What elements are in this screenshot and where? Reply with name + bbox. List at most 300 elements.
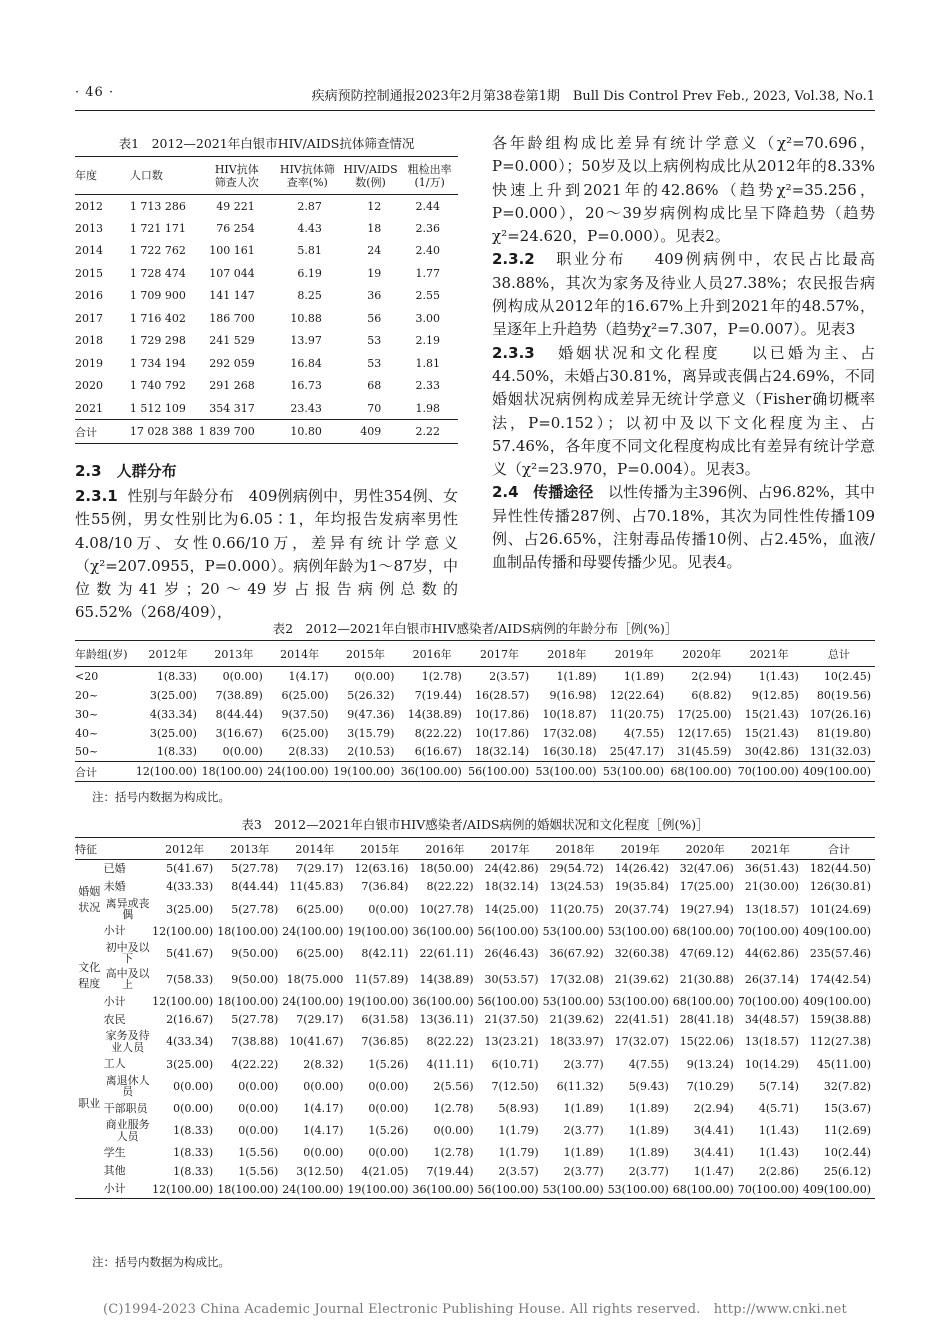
table3-group-label: 职业 bbox=[78, 1097, 101, 1111]
table3-cell: 1(1.43) bbox=[758, 1146, 799, 1160]
table3-cell: 53(100.00) bbox=[607, 924, 669, 938]
table3-cell: 36(51.43) bbox=[744, 862, 799, 876]
table3-header-cell: 2020年 bbox=[685, 842, 725, 856]
table3-cell: 18(75.000 bbox=[286, 972, 344, 986]
table3-cell: 5(8.93) bbox=[498, 1101, 539, 1115]
table3-cell: 1(4.17) bbox=[303, 1101, 344, 1115]
table2-cell: 7(38.89) bbox=[215, 688, 263, 702]
table3-cell: 34(48.57) bbox=[744, 1013, 799, 1027]
table2-header-cell: 2018年 bbox=[547, 647, 587, 661]
table2-row bbox=[75, 705, 875, 724]
table3-cell: 1(5.56) bbox=[238, 1146, 279, 1160]
table3-row bbox=[75, 1099, 875, 1117]
table1-cell: 2012 bbox=[75, 199, 103, 213]
table1-cell: 1 740 792 bbox=[129, 379, 186, 393]
table2-cell: 1(4.17) bbox=[288, 669, 329, 683]
table2-cell: 31(45.59) bbox=[677, 745, 732, 759]
paragraph-continued: 各年龄组构成比差异有统计学意义（χ²=70.696，P=0.000）；50岁及以上病例构成比从2012年的8.33%快速上升到2021年的42.86%（趋势χ²=35.256，P=0.000），20～39岁病例构成比呈下降趋势（趋势χ²=24.620，P=0.000）。见表2。 bbox=[492, 134, 875, 246]
table1-header-cell: HIV抗体筛查率(%) bbox=[279, 162, 335, 189]
table3-cell: 19(27.94) bbox=[679, 902, 734, 916]
table1-header-cell: HIV/AIDS数(例) bbox=[343, 162, 398, 189]
table3-cell: 6(31.58) bbox=[361, 1013, 409, 1027]
table3-header-cell: 2021年 bbox=[750, 842, 790, 856]
table3-cell: 5(41.67) bbox=[166, 946, 214, 960]
table3-cell: 12(63.16) bbox=[354, 862, 409, 876]
table1-cell: 1 839 700 bbox=[198, 425, 255, 438]
table2-cell: 1(1.89) bbox=[623, 669, 664, 683]
table3-cell: 4(22.22) bbox=[231, 1057, 279, 1071]
table3-row bbox=[75, 878, 875, 896]
table3-cell: 24(100.00) bbox=[282, 1182, 344, 1196]
table1-cell: 3.00 bbox=[415, 311, 440, 325]
table3-cell: 11(45.83) bbox=[289, 880, 344, 894]
table3-cell: 409(100.00) bbox=[802, 1182, 871, 1196]
table3-cell: 174(42.54) bbox=[809, 972, 871, 986]
table1-cell: 354 317 bbox=[209, 401, 255, 415]
table2-header-cell: 2021年 bbox=[749, 647, 789, 661]
table3-cell: 4(5.71) bbox=[758, 1101, 799, 1115]
table3-cell: 10(27.78) bbox=[419, 902, 474, 916]
table3-cell: 70(100.00) bbox=[737, 995, 799, 1009]
table1-cell: 186 700 bbox=[209, 311, 255, 325]
table3-cell: 1(1.89) bbox=[563, 1101, 604, 1115]
table1-row bbox=[75, 330, 458, 353]
table1-cell: 18 bbox=[367, 221, 382, 235]
table3-header-row bbox=[75, 838, 875, 860]
table3-cell: 21(37.50) bbox=[484, 1013, 539, 1027]
table3-cell: 2(3.77) bbox=[628, 1164, 669, 1178]
table3-cell: 2(3.57) bbox=[498, 1164, 539, 1178]
table3-row bbox=[75, 1180, 875, 1198]
table2-cell: 30~ bbox=[75, 707, 99, 721]
table3-cell: 0(0.00) bbox=[368, 1146, 409, 1160]
table3-cell: 13(36.11) bbox=[419, 1013, 474, 1027]
table2-cell: 19(100.00) bbox=[333, 765, 395, 778]
table3-cell: 14(25.00) bbox=[484, 902, 539, 916]
table1-cell: 2013 bbox=[75, 221, 103, 235]
table1-row bbox=[75, 195, 458, 218]
table2-cell: 10(2.45) bbox=[823, 669, 871, 683]
table2-cell: 2(8.33) bbox=[288, 745, 329, 759]
table3-cell: 112(27.38) bbox=[809, 1035, 871, 1049]
copyright-footer: (C)1994-2023 China Academic Journal Electronic Publishing House. All rights reserved. http://www.cnki.net bbox=[103, 1302, 847, 1317]
table2-cell: 56(100.00) bbox=[468, 765, 530, 778]
table3-cell: 18(100.00) bbox=[217, 1182, 279, 1196]
table3-cell: 6(25.00) bbox=[296, 946, 344, 960]
table3-row bbox=[75, 992, 875, 1010]
table2-header-cell: 2017年 bbox=[479, 647, 519, 661]
table3-cell: 1(8.33) bbox=[173, 1146, 214, 1160]
table3-cell: 1(4.17) bbox=[303, 1124, 344, 1138]
table1-cell: 1 734 194 bbox=[129, 356, 186, 370]
table2-cell: 131(32.03) bbox=[809, 745, 871, 759]
table3-cell: 7(10.29) bbox=[686, 1079, 734, 1093]
table3-cell: 0(0.00) bbox=[368, 1079, 409, 1093]
table3-cell: 3(25.00) bbox=[166, 1057, 214, 1071]
table3-cell: 17(32.07) bbox=[614, 1035, 669, 1049]
table3-cell: 13(18.57) bbox=[744, 1035, 799, 1049]
table3-cell: 22(61.11) bbox=[419, 946, 474, 960]
table3-row bbox=[75, 922, 875, 940]
table3-cell: 8(22.22) bbox=[426, 1035, 474, 1049]
table3-cell: 36(67.92) bbox=[549, 946, 604, 960]
table3-cell: 13(18.57) bbox=[744, 902, 799, 916]
table3-cell: 32(60.38) bbox=[614, 946, 669, 960]
table1-cell: 2015 bbox=[75, 266, 103, 280]
table3-cell: 1(8.33) bbox=[173, 1124, 214, 1138]
table1-cell: 1 716 402 bbox=[129, 311, 186, 325]
table3-cell: 182(44.50) bbox=[809, 862, 871, 876]
table3-cell: 6(11.32) bbox=[556, 1079, 604, 1093]
table3-cell: 8(44.44) bbox=[231, 880, 279, 894]
table3-cell: 7(12.50) bbox=[491, 1079, 539, 1093]
table1-cell: 1.98 bbox=[415, 401, 440, 415]
table3-cell: 13(23.21) bbox=[484, 1035, 539, 1049]
table3-cell: 11(20.75) bbox=[549, 902, 604, 916]
table3-cell: 409(100.00) bbox=[802, 995, 871, 1009]
table3-cell: 26(37.14) bbox=[744, 972, 799, 986]
table2-total-row bbox=[75, 762, 875, 782]
table3-row-label: 未婚 bbox=[103, 880, 126, 894]
table2-cell: 7(19.44) bbox=[414, 688, 462, 702]
table3-cell: 70(100.00) bbox=[737, 924, 799, 938]
table2-cell: 16(30.18) bbox=[542, 745, 597, 759]
table3-cell: 1(1.47) bbox=[693, 1164, 734, 1178]
table1-row bbox=[75, 217, 458, 240]
table3-cell: 2(3.77) bbox=[563, 1164, 604, 1178]
table1-cell: 10.80 bbox=[290, 425, 322, 438]
table1-cell: 4.43 bbox=[297, 221, 322, 235]
table3-cell: 1(2.78) bbox=[433, 1146, 474, 1160]
table2-cell: 6(16.67) bbox=[414, 745, 462, 759]
paragraph-2-4: 2.4 传播途径 以性传播为主396例、占96.82%，其中异性性传播287例、占70.18%，其次为同性性传播109例、占26.65%，注射毒品传播10例、占2.45%，血液/血制品传播和母婴传播少见。见表4。 bbox=[492, 483, 875, 572]
table3-cell: 53(100.00) bbox=[607, 1182, 669, 1196]
table1-cell: 5.81 bbox=[297, 244, 322, 258]
table2-cell: 15(21.43) bbox=[744, 726, 799, 740]
table3-cell: 1(5.26) bbox=[368, 1057, 409, 1071]
table3-cell: 53(100.00) bbox=[542, 1182, 604, 1196]
table3 bbox=[75, 837, 875, 1199]
table3-cell: 56(100.00) bbox=[477, 1182, 539, 1196]
table1-cell: 1 709 900 bbox=[129, 289, 186, 303]
table2-cell: 9(12.85) bbox=[751, 688, 799, 702]
table3-header-cell: 2017年 bbox=[490, 842, 530, 856]
table3-cell: 19(100.00) bbox=[347, 924, 409, 938]
table3-cell: 30(53.57) bbox=[484, 972, 539, 986]
table3-cell: 1(2.78) bbox=[433, 1101, 474, 1115]
table3-row bbox=[75, 966, 875, 992]
table3-cell: 1(8.33) bbox=[173, 1164, 214, 1178]
table1-cell: 100 161 bbox=[209, 244, 255, 258]
paragraph-2-3-1: 2.3.1 性别与年龄分布 409例病例中，男性354例、女性55例，男女性别比为6.05∶1，年均报告发病率男性4.08/10万、女性0.66/10万，差异有统计学意义（χ²=207.0955，P=0.000）。病例年龄为1～87岁，中位数为41岁；20～49岁占报告病例总数的65.52%（268/409）， bbox=[75, 487, 458, 622]
table3-cell: 12(100.00) bbox=[152, 1182, 214, 1196]
table2-cell: 30(42.86) bbox=[744, 745, 799, 759]
table3-cell: 8(22.22) bbox=[426, 880, 474, 894]
table1-cell: 2017 bbox=[75, 311, 103, 325]
table3-cell: 4(33.33) bbox=[166, 880, 214, 894]
table2-cell: 0(0.00) bbox=[222, 669, 263, 683]
table3-row-label: 小计 bbox=[103, 994, 126, 1008]
table1-cell: 2018 bbox=[75, 334, 103, 348]
table1-row bbox=[75, 285, 458, 308]
table3-row bbox=[75, 1162, 875, 1180]
table3-cell: 1(1.89) bbox=[628, 1124, 669, 1138]
table3-cell: 3(25.00) bbox=[166, 902, 214, 916]
table1-cell: 1 713 286 bbox=[129, 199, 186, 213]
table3-cell: 7(19.44) bbox=[426, 1164, 474, 1178]
table1-row bbox=[75, 262, 458, 285]
table3-cell: 0(0.00) bbox=[303, 1079, 344, 1093]
table2-header-row bbox=[75, 641, 875, 667]
table1-cell: 2021 bbox=[75, 401, 103, 415]
table3-cell: 29(54.72) bbox=[549, 862, 604, 876]
table3-cell: 68(100.00) bbox=[672, 995, 734, 1009]
table1-cell: 107 044 bbox=[209, 266, 255, 280]
table3-cell: 6(10.71) bbox=[491, 1057, 539, 1071]
table3-row bbox=[75, 1029, 875, 1055]
right-column-text bbox=[492, 132, 875, 575]
table2-cell: 11(20.75) bbox=[609, 707, 664, 721]
table1-cell: 19 bbox=[367, 266, 382, 280]
table1-cell: 76 254 bbox=[216, 221, 255, 235]
table3-cell: 11(57.89) bbox=[354, 972, 409, 986]
running-header bbox=[75, 85, 875, 105]
table3-cell: 18(32.14) bbox=[484, 880, 539, 894]
table1-cell: 1 722 762 bbox=[129, 244, 186, 258]
table3-cell: 9(50.00) bbox=[231, 972, 279, 986]
table1-cell: 292 059 bbox=[209, 356, 255, 370]
table2-cell: 3(15.79) bbox=[347, 726, 395, 740]
table2-cell: 3(25.00) bbox=[149, 688, 197, 702]
table3-caption: 表3 2012—2021年白银市HIV感染者/AIDS病例的婚姻状况和文化程度［例(%)］ bbox=[241, 817, 709, 832]
table3-cell: 5(41.67) bbox=[166, 862, 214, 876]
table2-cell: 1(1.89) bbox=[556, 669, 597, 683]
table1-cell: 2.55 bbox=[415, 289, 440, 303]
table1-cell: 1 729 298 bbox=[129, 334, 186, 348]
table1-cell: 2.44 bbox=[415, 199, 440, 213]
table3-cell: 0(0.00) bbox=[238, 1079, 279, 1093]
table3-cell: 13(24.53) bbox=[549, 880, 604, 894]
table3-row-label: 干部职员 bbox=[103, 1101, 148, 1115]
table3-cell: 45(11.00) bbox=[816, 1057, 871, 1071]
table1-cell: 291 268 bbox=[209, 379, 255, 393]
table3-cell: 24(100.00) bbox=[282, 995, 344, 1009]
table1-cell: 49 221 bbox=[216, 199, 255, 213]
table3-cell: 19(35.84) bbox=[614, 880, 669, 894]
table3-cell: 32(7.82) bbox=[823, 1079, 871, 1093]
table1-caption: 表1 2012—2021年白银市HIV/AIDS抗体筛查情况 bbox=[118, 136, 415, 151]
table2-cell: 18(32.14) bbox=[475, 745, 530, 759]
table2-cell: 81(19.80) bbox=[816, 726, 871, 740]
table1-cell: 1.77 bbox=[415, 266, 440, 280]
table3-cell: 5(27.78) bbox=[231, 862, 279, 876]
table2-cell: 50~ bbox=[75, 745, 99, 759]
table3-cell: 4(7.55) bbox=[628, 1057, 669, 1071]
table2-cell: 10(17.86) bbox=[475, 726, 530, 740]
table3-row bbox=[75, 1144, 875, 1162]
table3-cell: 56(100.00) bbox=[477, 995, 539, 1009]
table1-header-cell: HIV抗体筛查人次 bbox=[214, 162, 259, 189]
table3-cell: 4(11.11) bbox=[426, 1057, 474, 1071]
table3-row-label: 小计 bbox=[103, 1182, 126, 1196]
table1-cell: 6.19 bbox=[297, 266, 322, 280]
table3-cell: 21(39.62) bbox=[549, 1013, 604, 1027]
table2-cell: 25(47.17) bbox=[609, 745, 664, 759]
table3-cell: 15(22.06) bbox=[679, 1035, 734, 1049]
table2-cell: 9(47.36) bbox=[347, 707, 395, 721]
table3-cell: 18(50.00) bbox=[419, 862, 474, 876]
table3-cell: 2(2.94) bbox=[693, 1101, 734, 1115]
table3-cell: 7(58.33) bbox=[166, 972, 214, 986]
table3-cell: 8(42.11) bbox=[361, 946, 409, 960]
table3-cell: 10(14.29) bbox=[744, 1057, 799, 1071]
table2-cell: 18(100.00) bbox=[201, 765, 263, 778]
table1-header-cell: 年度 bbox=[75, 169, 97, 182]
table3-cell: 32(47.06) bbox=[679, 862, 734, 876]
table3-cell: 10(41.67) bbox=[289, 1035, 344, 1049]
table1-cell: 13.97 bbox=[290, 334, 322, 348]
table2-cell: 68(100.00) bbox=[670, 765, 732, 778]
table1-cell: 2.36 bbox=[415, 221, 440, 235]
table3-row-label: 学生 bbox=[103, 1145, 126, 1159]
table3-row-label: 工人 bbox=[103, 1057, 126, 1071]
table2-header-cell: 总计 bbox=[827, 647, 850, 661]
table3-cell: 3(4.41) bbox=[693, 1146, 734, 1160]
table3-cell: 22(41.51) bbox=[614, 1013, 669, 1027]
table3-cell: 1(1.79) bbox=[498, 1146, 539, 1160]
table3-row bbox=[75, 860, 875, 878]
table2-cell: 53(100.00) bbox=[535, 765, 597, 778]
table3-cell: 19(100.00) bbox=[347, 1182, 409, 1196]
table3-cell: 21(39.62) bbox=[614, 972, 669, 986]
table3-cell: 1(1.43) bbox=[758, 1124, 799, 1138]
table3-header-cell: 2016年 bbox=[425, 842, 465, 856]
table3-row-label: 商业服务人员 bbox=[105, 1118, 150, 1143]
table3-cell: 7(36.84) bbox=[361, 880, 409, 894]
table1-cell: 1 728 474 bbox=[129, 266, 186, 280]
table2-cell: 0(0.00) bbox=[354, 669, 395, 683]
table3-cell: 3(12.50) bbox=[296, 1164, 344, 1178]
table2-header-cell: 2019年 bbox=[614, 647, 654, 661]
table3-cell: 9(13.24) bbox=[686, 1057, 734, 1071]
table2-cell: 6(25.00) bbox=[281, 726, 329, 740]
table3-cell: 14(38.89) bbox=[419, 972, 474, 986]
table3-cell: 1(1.89) bbox=[628, 1101, 669, 1115]
table3-cell: 2(2.86) bbox=[758, 1164, 799, 1178]
table3-cell: 36(100.00) bbox=[412, 995, 474, 1009]
table2-cell: 17(32.08) bbox=[542, 726, 597, 740]
table2-cell: 12(22.64) bbox=[609, 688, 664, 702]
table3-cell: 70(100.00) bbox=[737, 1182, 799, 1196]
table2-cell: 107(26.16) bbox=[809, 707, 871, 721]
table1-row bbox=[75, 375, 458, 398]
table3-cell: 68(100.00) bbox=[672, 1182, 734, 1196]
table2-cell: 1(2.78) bbox=[421, 669, 462, 683]
table3-cell: 1(5.56) bbox=[238, 1164, 279, 1178]
table3-cell: 7(29.17) bbox=[296, 862, 344, 876]
table3-cell: 19(100.00) bbox=[347, 995, 409, 1009]
table1-cell: 2.22 bbox=[415, 425, 440, 438]
table2-cell: 8(22.22) bbox=[414, 726, 462, 740]
table2-header-cell: 2013年 bbox=[214, 647, 254, 661]
table2-cell: 10(17.86) bbox=[475, 707, 530, 721]
table2-cell: 6(8.82) bbox=[691, 688, 732, 702]
table3-cell: 0(0.00) bbox=[303, 1146, 344, 1160]
table1-cell: 8.25 bbox=[297, 289, 322, 303]
table3-cell: 0(0.00) bbox=[368, 1101, 409, 1115]
table2-cell: 2(10.53) bbox=[347, 745, 395, 759]
table3-cell: 47(69.12) bbox=[679, 946, 734, 960]
table1-cell: 2019 bbox=[75, 356, 103, 370]
table3-header-cell: 2013年 bbox=[230, 842, 270, 856]
table3-cell: 4(21.05) bbox=[361, 1164, 409, 1178]
table3-cell: 36(100.00) bbox=[412, 924, 474, 938]
table3-cell: 0(0.00) bbox=[238, 1101, 279, 1115]
table1-cell: 2016 bbox=[75, 289, 103, 303]
table2-header-cell: 2015年 bbox=[345, 647, 385, 661]
table3-cell: 17(32.08) bbox=[549, 972, 604, 986]
table2-cell: 5(26.32) bbox=[347, 688, 395, 702]
table3-cell: 24(42.86) bbox=[484, 862, 539, 876]
table3-cell: 26(46.43) bbox=[484, 946, 539, 960]
table3-row bbox=[75, 1011, 875, 1029]
table3-cell: 17(25.00) bbox=[679, 880, 734, 894]
table3-header-cell: 2019年 bbox=[620, 842, 660, 856]
table2-note: 注：括号内数据为构成比。 bbox=[92, 790, 230, 804]
table3-cell: 12(100.00) bbox=[152, 995, 214, 1009]
table3-row bbox=[75, 896, 875, 922]
table2-cell: 80(19.56) bbox=[816, 688, 871, 702]
table1-cell: 241 529 bbox=[209, 334, 255, 348]
paragraph-2-3-3: 2.3.3 婚姻状况和文化程度 以已婚为主、占44.50%，未婚占30.81%，离异或丧偶占24.69%，不同婚姻状况病例构成差异无统计学意义（Fisher确切概率法，P=0.152）；以初中及以下文化程度为主、占57.46%，各年度不同文化程度构成比有差异有统计学意义（χ²=23.970，P=0.004）。见表3。 bbox=[492, 343, 875, 479]
table3-cell: 7(29.17) bbox=[296, 1013, 344, 1027]
header-rule bbox=[75, 110, 875, 111]
table3-group-label: 文化程度 bbox=[78, 960, 101, 990]
table3-cell: 18(33.97) bbox=[549, 1035, 604, 1049]
table3-cell: 1(1.89) bbox=[628, 1146, 669, 1160]
table3-cell: 101(24.69) bbox=[809, 902, 871, 916]
table1-cell: 1.81 bbox=[415, 356, 440, 370]
table2-row bbox=[75, 686, 875, 705]
table3-cell: 53(100.00) bbox=[607, 995, 669, 1009]
table2-cell: <20 bbox=[75, 669, 99, 683]
table3-row bbox=[75, 1055, 875, 1073]
table2-cell: 16(28.57) bbox=[475, 688, 530, 702]
table2-cell: 8(44.44) bbox=[215, 707, 263, 721]
table3-row-label: 初中及以下 bbox=[105, 940, 150, 966]
table3-cell: 20(37.74) bbox=[614, 902, 669, 916]
table1-total-row bbox=[75, 420, 458, 444]
table2-cell: 9(16.98) bbox=[549, 688, 597, 702]
table2-row bbox=[75, 724, 875, 743]
table2-cell: 3(16.67) bbox=[215, 726, 263, 740]
table1-cell: 合计 bbox=[75, 425, 97, 439]
page-number: · 46 · bbox=[75, 85, 115, 100]
table3-row-label: 小计 bbox=[103, 924, 126, 938]
table3-cell: 12(100.00) bbox=[152, 924, 214, 938]
table3-cell: 2(5.56) bbox=[433, 1079, 474, 1093]
table2-cell: 12(100.00) bbox=[135, 765, 197, 778]
table1-header-cell: 人口数 bbox=[129, 169, 163, 182]
table2-cell: 36(100.00) bbox=[400, 765, 462, 778]
table3-cell: 44(62.86) bbox=[744, 946, 799, 960]
table2-cell: 4(7.55) bbox=[623, 726, 664, 740]
table3-cell: 15(3.67) bbox=[823, 1101, 871, 1115]
table3-cell: 159(38.88) bbox=[809, 1013, 871, 1027]
table2-header-cell: 2020年 bbox=[682, 647, 722, 661]
table2-cell: 10(18.87) bbox=[542, 707, 597, 721]
table2-cell: 14(38.89) bbox=[407, 707, 462, 721]
